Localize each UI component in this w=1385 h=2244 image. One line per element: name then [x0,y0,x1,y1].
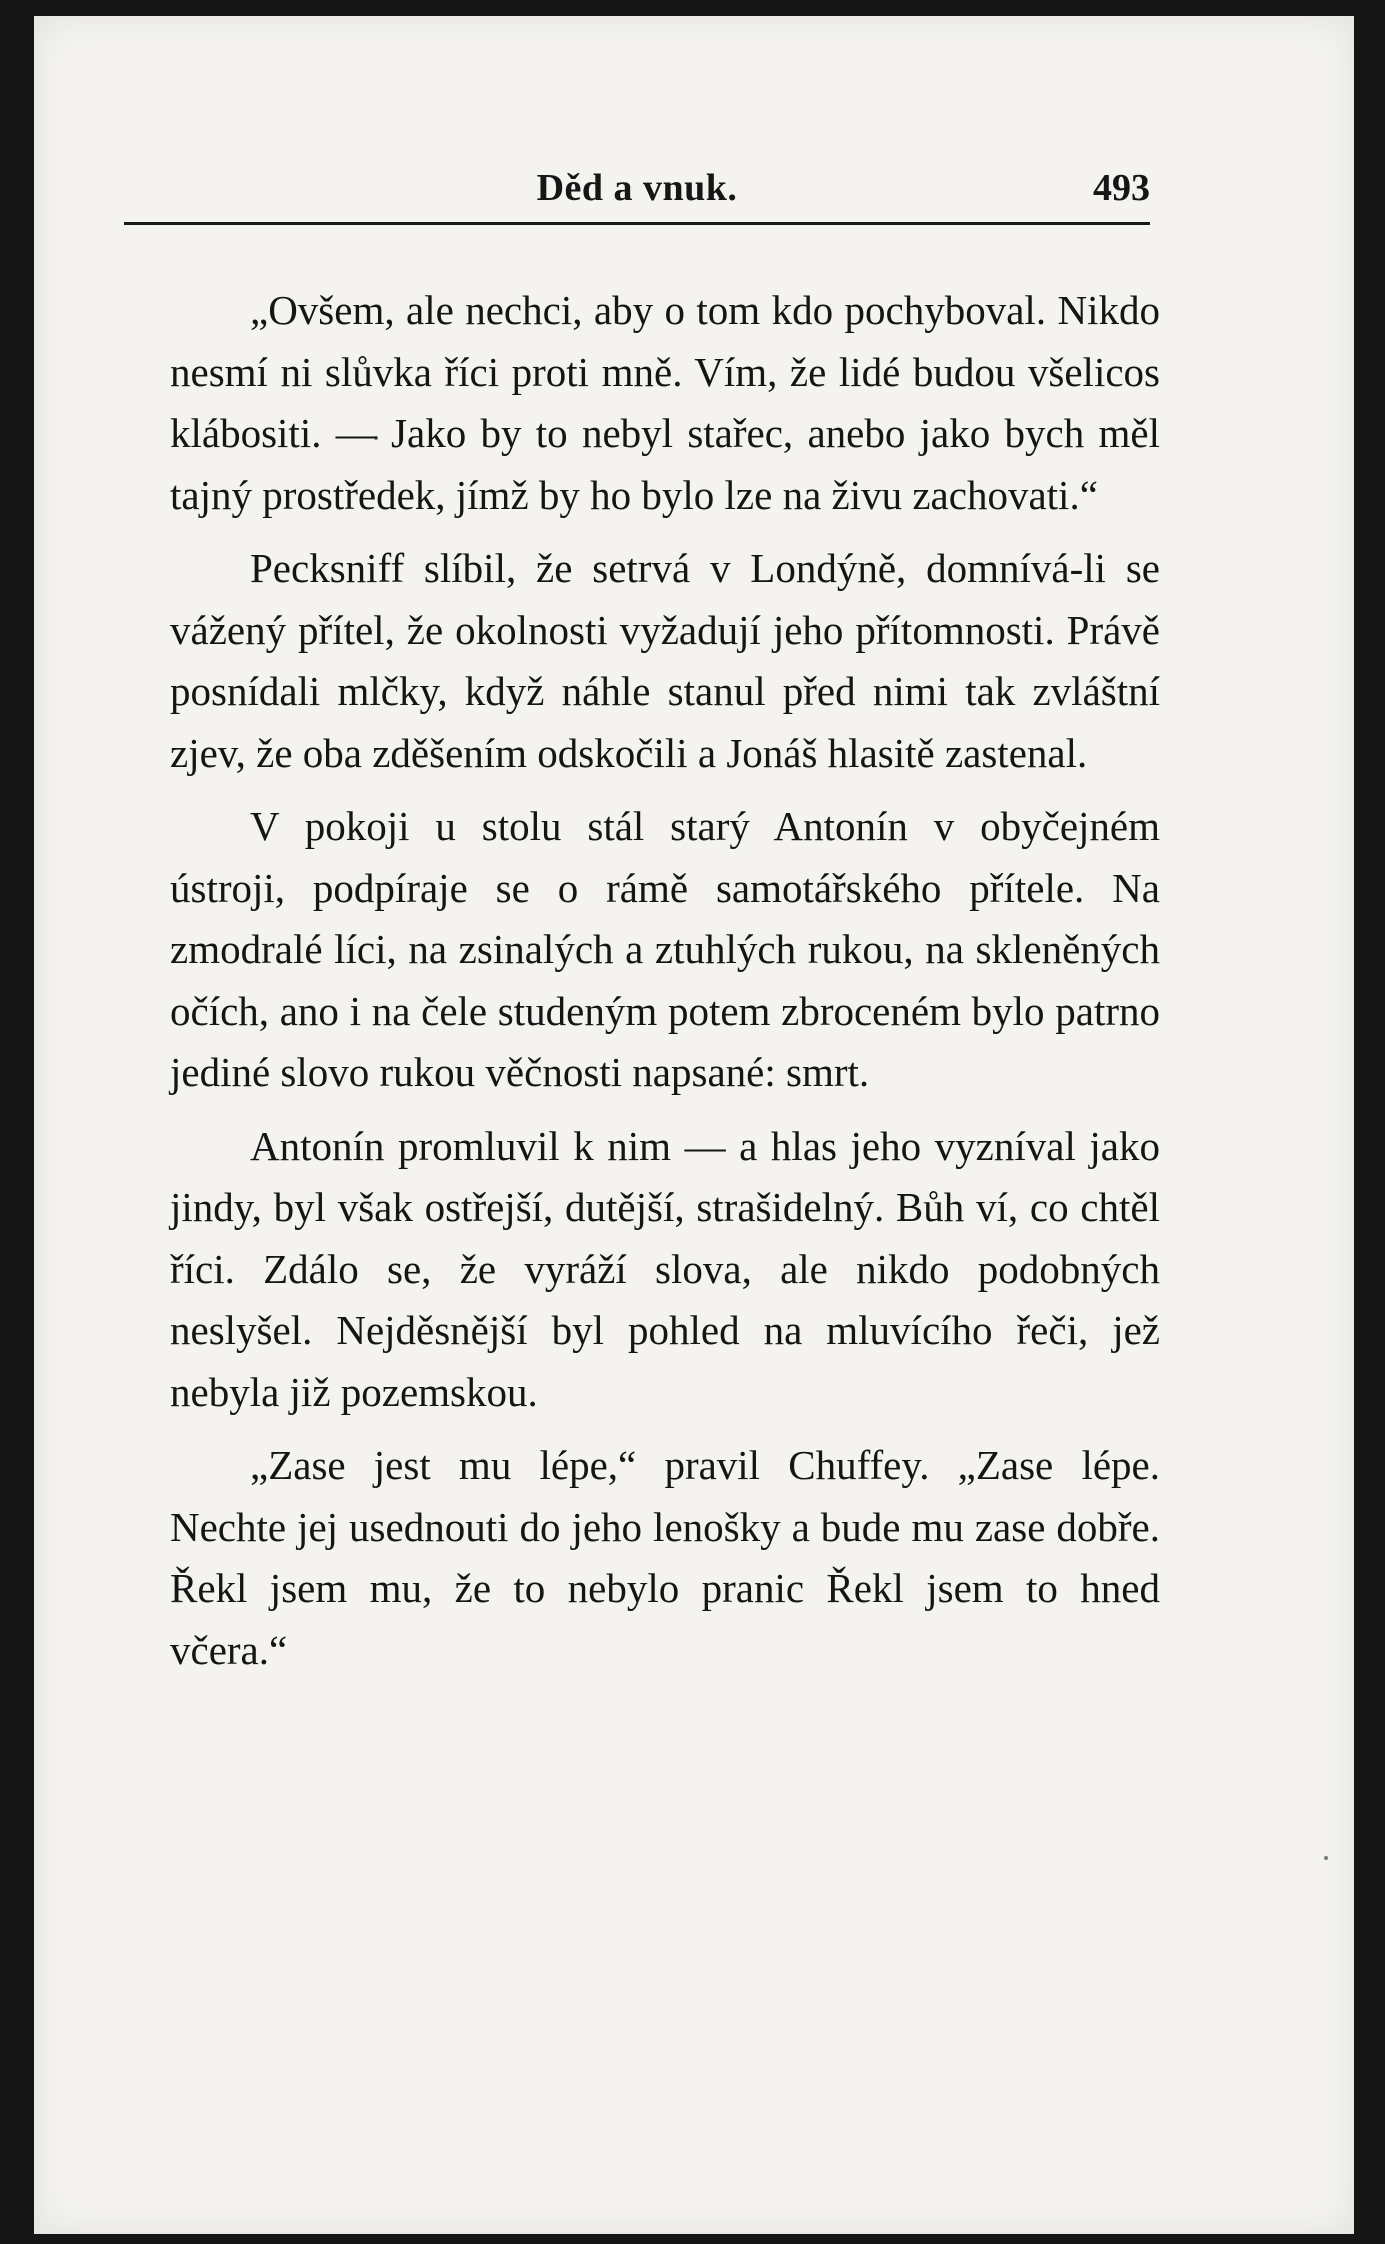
running-title: Děd a vnuk. [536,167,738,209]
header-rule [124,222,1150,225]
paragraph: „Ovšem, ale nechci, aby o tom kdo pochyboval. Nikdo nesmí ni slůvka říci proti mně. Vím, že lidé budou všelicos klábositi. — Jako by to nebyl stařec, anebo jako bych měl tajný prostředek, jímž by ho bylo lze na živu zachovati.“ [170,287,1160,518]
page-number: 493 [1093,167,1150,209]
paragraph: V pokoji u stolu stál starý Antonín v obyčejném ústroji, podpíraje se o rámě samotářského přítele. Na zmodralé líci, na zsinalých a ztuhlých rukou, na skleněných očích, ano i na čele studeným potem zbroceném bylo patrno jediné slovo rukou věčnosti napsané: smrt. [170,803,1160,1095]
paragraph: Antonín promluvil k nim — a hlas jeho vyzníval jako jindy, byl však ostřejší, dutější, strašidelný. Bůh ví, co chtěl říci. Zdálo se, že vyráží slova, ale nikdo podobných neslyšel. Nejděsnější byl pohled na mluvícího řeči, jež nebyla již pozemskou. [170,1122,1160,1415]
ink-speck [1324,1856,1328,1860]
paragraph: Pecksniff slíbil, že setrvá v Londýně, domnívá-li se vážený přítel, že okolnosti vyžadují jeho přítomnosti. Právě posnídali mlčky, když náhle stanul před nimi tak zvláštní zjev, že oba zděšením odskočili a Jonáš hlasitě zastenal. [170,545,1160,776]
paragraph: „Zase jest mu lépe,“ pravil Chuffey. „Zase lépe. Nechte jej usednouti do jeho lenošky a bude mu zase dobře. Řekl jsem mu, že to nebylo pranic Řekl jsem to hned včera.“ [170,1442,1160,1673]
body-text [170,280,1160,1693]
page-header [124,150,1150,222]
